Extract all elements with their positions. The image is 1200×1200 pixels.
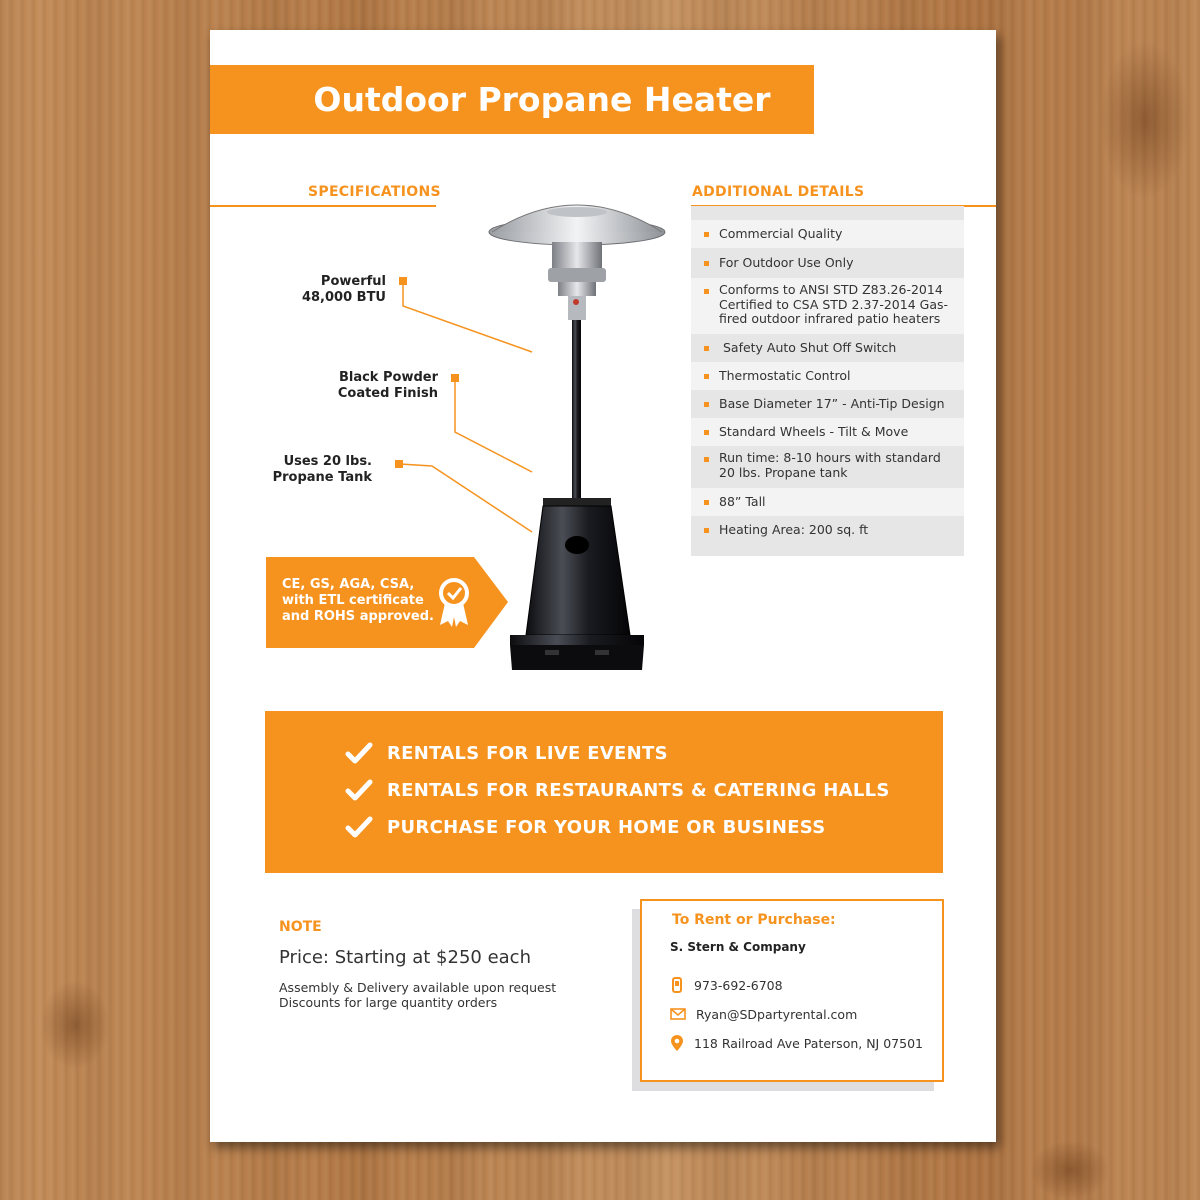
contact-heading: To Rent or Purchase: <box>672 912 836 928</box>
benefit-item: RENTALS FOR LIVE EVENTS <box>345 738 668 768</box>
contact-address[interactable]: 118 Railroad Ave Paterson, NJ 07501 <box>670 1034 923 1052</box>
location-pin-icon <box>670 1034 684 1052</box>
detail-row: 88” Tall <box>691 488 964 516</box>
bullet-icon <box>704 528 709 533</box>
bullet-icon <box>704 374 709 379</box>
bullet-icon <box>704 402 709 407</box>
bullet-icon <box>704 457 709 462</box>
page-title: Outdoor Propane Heater <box>210 65 814 134</box>
wood-knot <box>1030 1140 1110 1200</box>
bullet-icon <box>704 232 709 237</box>
certification-badge <box>266 557 508 648</box>
email-icon <box>670 1008 686 1020</box>
contact-box <box>640 899 944 1082</box>
detail-row: Safety Auto Shut Off Switch <box>691 334 964 362</box>
benefit-item: RENTALS FOR RESTAURANTS & CATERING HALLS <box>345 775 890 805</box>
detail-row: Run time: 8-10 hours with standard 20 lbs. Propane tank <box>691 446 964 488</box>
wood-knot <box>1100 40 1190 200</box>
bullet-icon <box>704 346 709 351</box>
award-ribbon-icon <box>436 577 472 629</box>
detail-row: Conforms to ANSI STD Z83.26-2014 Certified to CSA STD 2.37-2014 Gas-fired outdoor infrared patio heaters <box>691 278 964 334</box>
bullet-icon <box>704 430 709 435</box>
note-line: Discounts for large quantity orders <box>279 995 498 1010</box>
note-heading: NOTE <box>279 919 322 935</box>
checkmark-icon <box>345 815 373 839</box>
detail-row: Heating Area: 200 sq. ft <box>691 516 964 544</box>
benefits-banner <box>265 711 943 873</box>
spec-tank: Uses 20 lbs. Propane Tank <box>272 454 372 485</box>
flyer-sheet <box>210 30 996 1142</box>
additional-details-panel <box>691 206 964 556</box>
note-line: Assembly & Delivery available upon request <box>279 980 557 995</box>
detail-row: Base Diameter 17” - Anti-Tip Design <box>691 390 964 418</box>
contact-email[interactable]: Ryan@SDpartyrental.com <box>670 1005 857 1023</box>
spec-btu: Powerful 48,000 BTU <box>301 274 386 305</box>
detail-row: Thermostatic Control <box>691 362 964 390</box>
checkmark-icon <box>345 778 373 802</box>
specifications-heading: SPECIFICATIONS <box>308 184 441 200</box>
certification-text: CE, GS, AGA, CSA, with ETL certificate and ROHS approved. <box>282 577 434 624</box>
company-name: S. Stern & Company <box>670 940 806 954</box>
bullet-icon <box>704 500 709 505</box>
bullet-icon <box>704 261 709 266</box>
price-text: Price: Starting at $250 each <box>279 947 531 968</box>
phone-icon <box>670 977 684 993</box>
spec-finish: Black Powder Coated Finish <box>337 370 438 401</box>
detail-row: For Outdoor Use Only <box>691 248 964 278</box>
bullet-icon <box>704 289 709 294</box>
contact-phone[interactable]: 973-692-6708 <box>670 976 783 994</box>
additional-details-heading: ADDITIONAL DETAILS <box>692 184 865 200</box>
benefit-item: PURCHASE FOR YOUR HOME OR BUSINESS <box>345 812 826 842</box>
checkmark-icon <box>345 741 373 765</box>
detail-row: Standard Wheels - Tilt & Move <box>691 418 964 446</box>
wood-knot <box>40 980 110 1070</box>
detail-row: Commercial Quality <box>691 220 964 248</box>
